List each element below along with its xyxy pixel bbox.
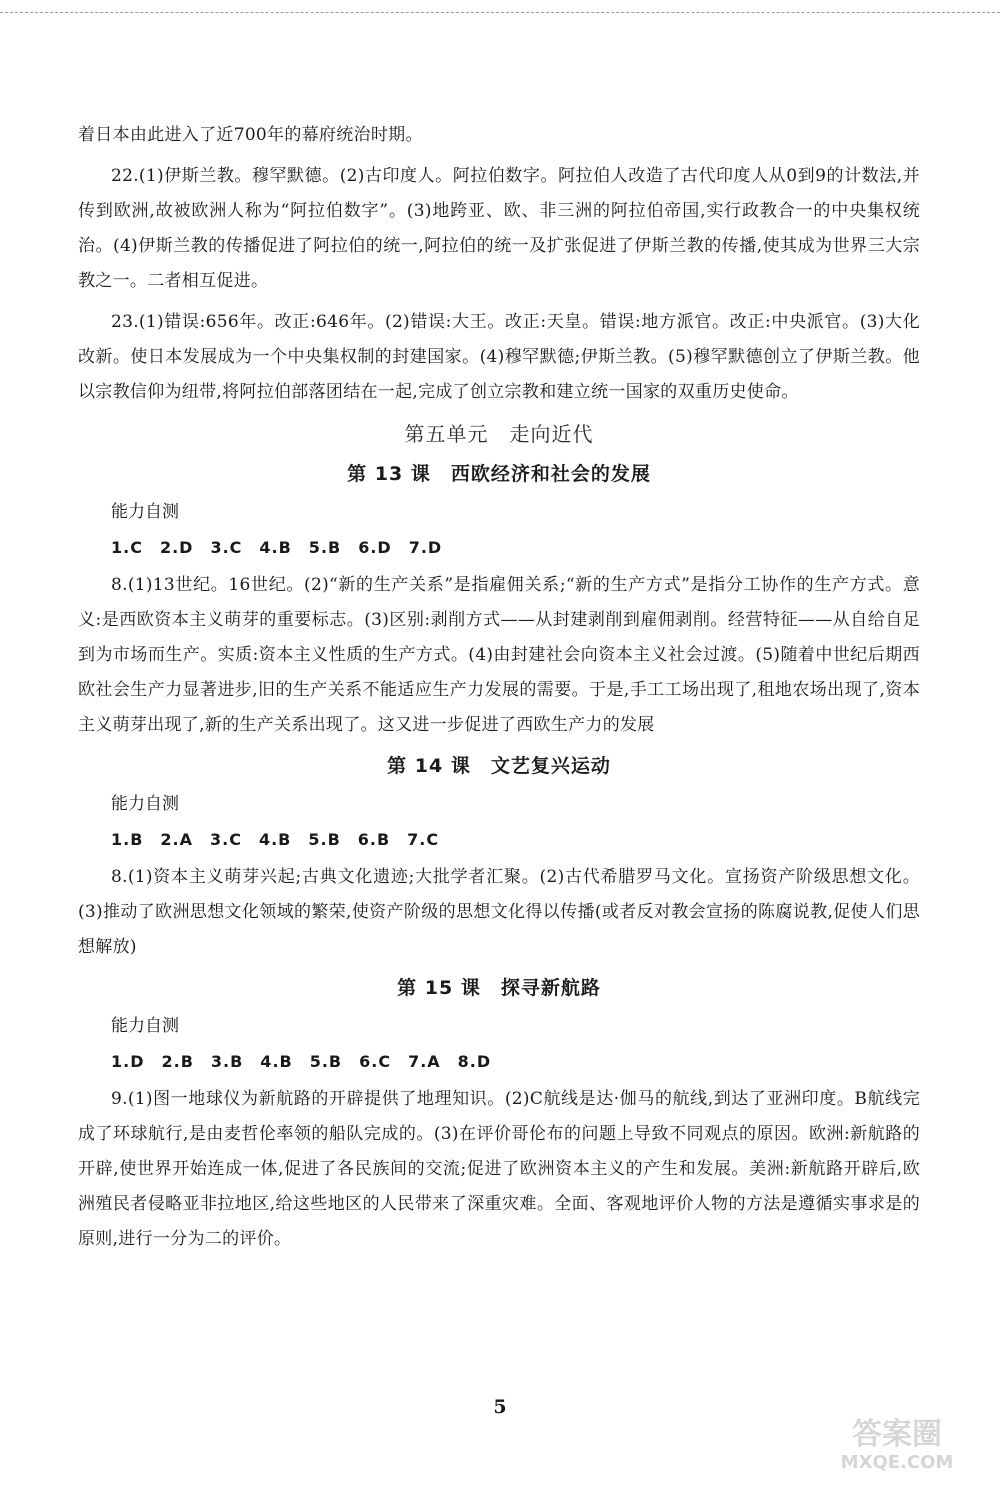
lesson-13-answers: 1.C 2.D 3.C 4.B 5.B 6.D 7.D: [111, 538, 443, 557]
lesson-14-question-8: 8.(1)资本主义萌芽兴起;古典文化遗迹;大批学者汇聚。(2)古代希腊罗马文化。宣扬资产阶级思想文化。(3)推动了欧洲思想文化领域的繁荣,使资产阶级的思想文化得以传播(或者反对教会宣扬的陈腐说教,促使人们思想解放): [78, 867, 920, 957]
page-number: 5: [493, 1396, 507, 1418]
unit-title: 第五单元 走向近代: [404, 422, 594, 446]
lesson-14-answers: 1.B 2.A 3.C 4.B 5.B 6.B 7.C: [111, 830, 440, 849]
lesson-15-answers: 1.D 2.B 3.B 4.B 5.B 6.C 7.A 8.D: [111, 1052, 492, 1071]
lesson-15-title: 第 15 课 探寻新航路: [397, 977, 601, 999]
watermark-text: 答案圈: [852, 1417, 942, 1452]
lesson-15-subheading: 能力自测: [111, 1016, 179, 1036]
lesson-13-subheading: 能力自测: [111, 502, 179, 522]
lesson-13-question-8: 8.(1)13世纪。16世纪。(2)“新的生产关系”是指雇佣关系;“新的生产方式”是指分工协作的生产方式。意义:是西欧资本主义萌芽的重要标志。(3)区别:剥削方式——从封建剥削到雇佣剥削。经营特征——从自给自足到为市场而生产。实质:资本主义性质的生产方式。(4)由封建社会向资本主义社会过渡。(5)随着中世纪后期西欧社会生产力显著进步,旧的生产关系不能适应生产力发展的需要。于是,手工工场出现了,租地农场出现了,资本主义萌芽出现了,新的生产关系出现了。这又进一步促进了西欧生产力的发展: [78, 575, 920, 735]
watermark-url: MXQE.COM: [840, 1452, 954, 1473]
watermark-logo: [812, 1410, 982, 1476]
paragraph-22-tail: 着日本由此进入了近700年的幕府统治时期。: [78, 125, 423, 145]
lesson-14-subheading: 能力自测: [111, 794, 179, 814]
page-content: [78, 118, 920, 1263]
lesson-15-question-9: 9.(1)图一地球仪为新航路的开辟提供了地理知识。(2)C航线是达·伽马的航线,到达了亚洲印度。B航线完成了环球航行,是由麦哲伦率领的船队完成的。(3)在评价哥伦布的问题上导致不同观点的原因。欧洲:新航路的开辟,使世界开始连成一体,促进了各民族间的交流;促进了欧洲资本主义的产生和发展。美洲:新航路开辟后,欧洲殖民者侵略亚非拉地区,给这些地区的人民带来了深重灾难。全面、客观地评价人物的方法是遵循实事求是的原则,进行一分为二的评价。: [78, 1089, 920, 1249]
top-dashed-rule: [0, 12, 1000, 13]
paragraph-23: 23.(1)错误:656年。改正:646年。(2)错误:大王。改正:天皇。错误:地方派官。改正:中央派官。(3)大化改新。使日本发展成为一个中央集权制的封建国家。(4)穆罕默德;伊斯兰教。(5)穆罕默德创立了伊斯兰教。他以宗教信仰为纽带,将阿拉伯部落团结在一起,完成了创立宗教和建立统一国家的双重历史使命。: [78, 312, 920, 402]
lesson-14-title: 第 14 课 文艺复兴运动: [387, 755, 611, 777]
paragraph-22: 22.(1)伊斯兰教。穆罕默德。(2)古印度人。阿拉伯数字。阿拉伯人改造了古代印度人从0到9的计数法,并传到欧洲,故被欧洲人称为“阿拉伯数字”。(3)地跨亚、欧、非三洲的阿拉伯帝国,实行政教合一的中央集权统治。(4)伊斯兰教的传播促进了阿拉伯的统一,阿拉伯的统一及扩张促进了伊斯兰教的传播,使其成为世界三大宗教之一。二者相互促进。: [78, 166, 920, 291]
lesson-13-title: 第 13 课 西欧经济和社会的发展: [347, 463, 651, 485]
